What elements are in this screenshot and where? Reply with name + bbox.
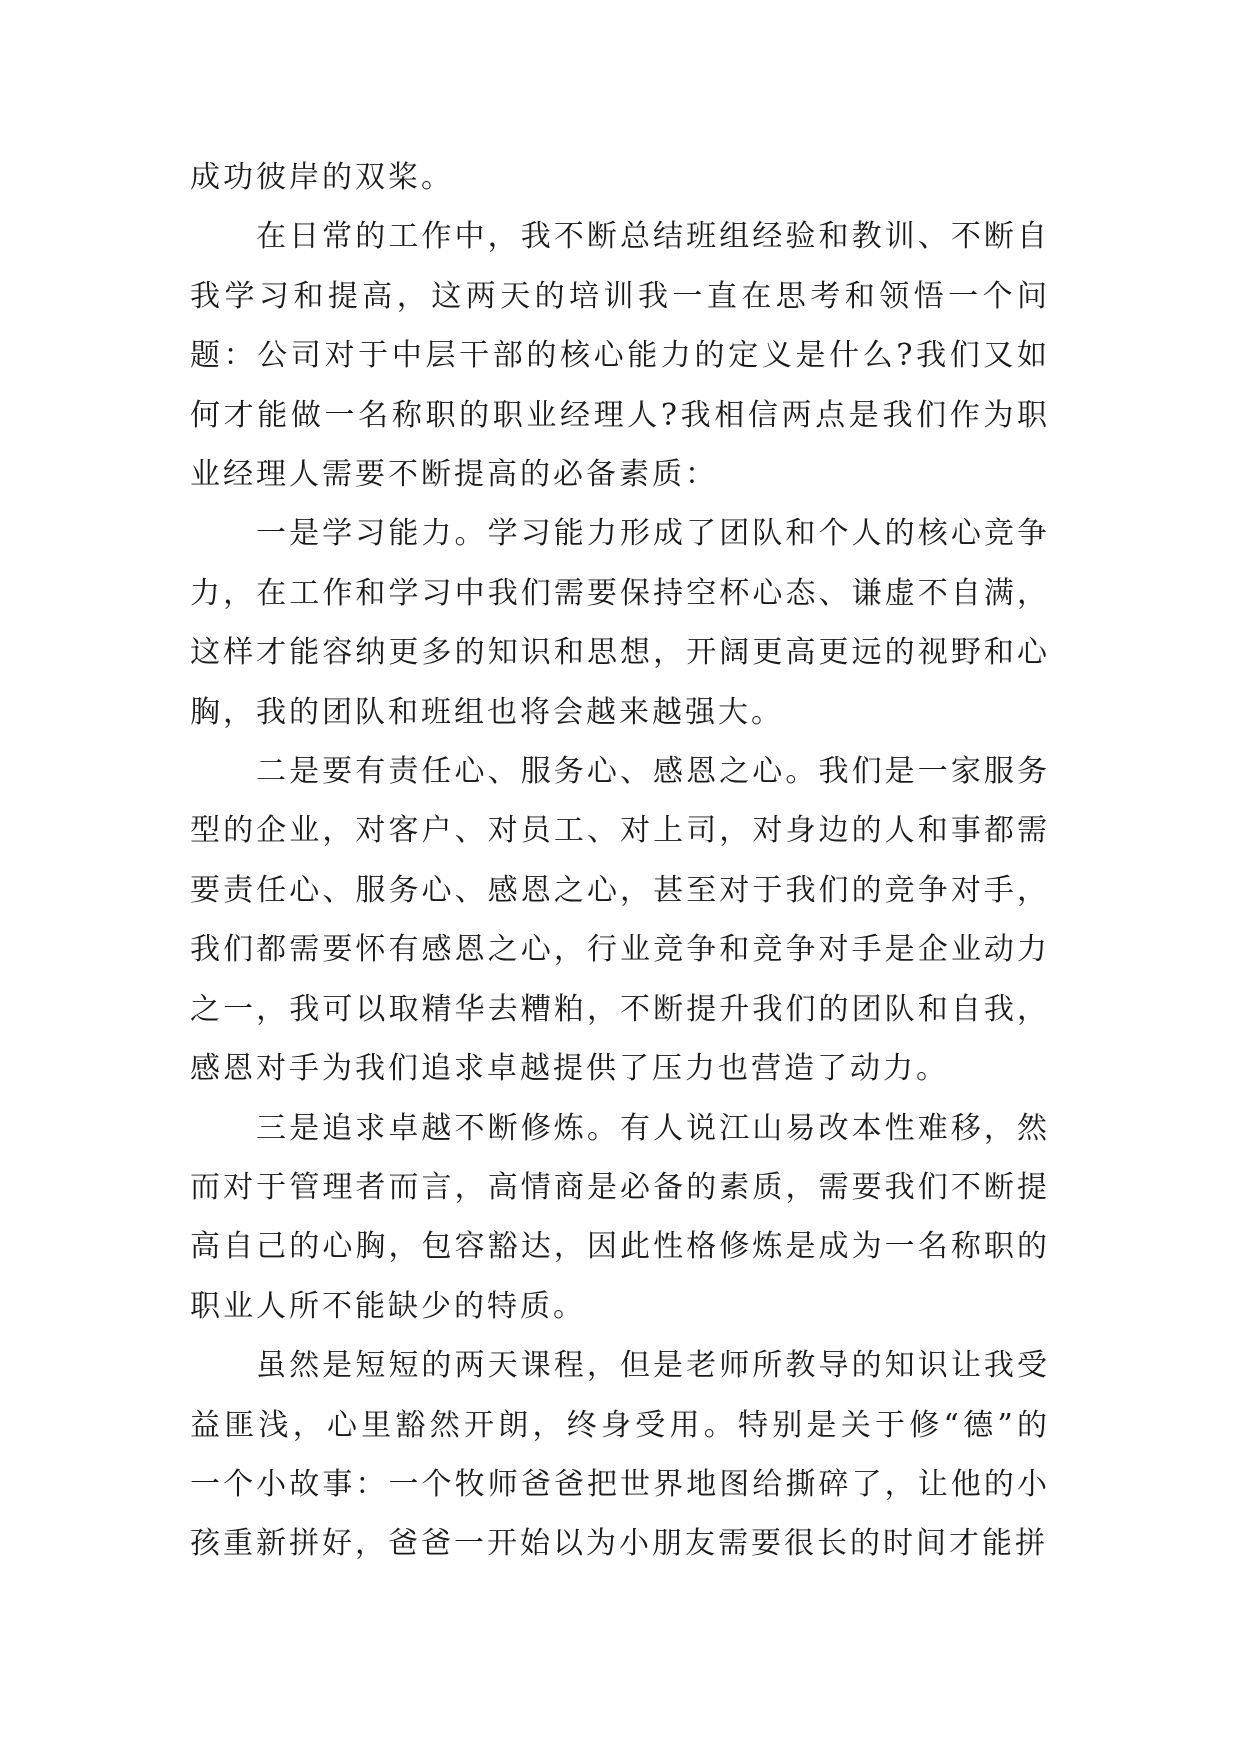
paragraph-learning-ability: 一是学习能力。学习能力形成了团队和个人的核心竞争力，在工作和学习中我们需要保持空杯心态、谦虚不自满，这样才能容纳更多的知识和思想，开阔更高更远的视野和心胸，我的团队和班组也将会越来越强大。 <box>190 516 1050 730</box>
paragraph-continuation: 成功彼岸的双桨。 <box>190 160 454 195</box>
paragraph-course-summary: 虽然是短短的两天课程，但是老师所教导的知识让我受益匪浅，心里豁然开朗，终身受用。特别是关于修“德”的一个小故事：一个牧师爸爸把世界地图给撕碎了，让他的小孩重新拼好，爸爸一开始以为小朋友需要很长的时间才能拼 <box>190 1348 1050 1562</box>
document-body <box>190 148 1050 1574</box>
paragraph-responsibility: 二是要有责任心、服务心、感恩之心。我们是一家服务型的企业，对客户、对员工、对上司，对身边的人和事都需要责任心、服务心、感恩之心，甚至对于我们的竞争对手，我们都需要怀有感恩之心，行业竞争和竞争对手是企业动力之一，我可以取精华去糟粕，不断提升我们的团队和自我，感恩对手为我们追求卓越提供了压力也营造了动力。 <box>190 754 1050 1087</box>
paragraph-daily-work: 在日常的工作中，我不断总结班组经验和教训、不断自我学习和提高，这两天的培训我一直在思考和领悟一个问题：公司对于中层干部的核心能力的定义是什么?我们又如何才能做一名称职的职业经理人?我相信两点是我们作为职业经理人需要不断提高的必备素质： <box>190 219 1050 493</box>
paragraph-pursue-excellence: 三是追求卓越不断修炼。有人说江山易改本性难移，然而对于管理者而言，高情商是必备的素质，需要我们不断提高自己的心胸，包容豁达，因此性格修炼是成为一名称职的职业人所不能缺少的特质。 <box>190 1110 1050 1324</box>
